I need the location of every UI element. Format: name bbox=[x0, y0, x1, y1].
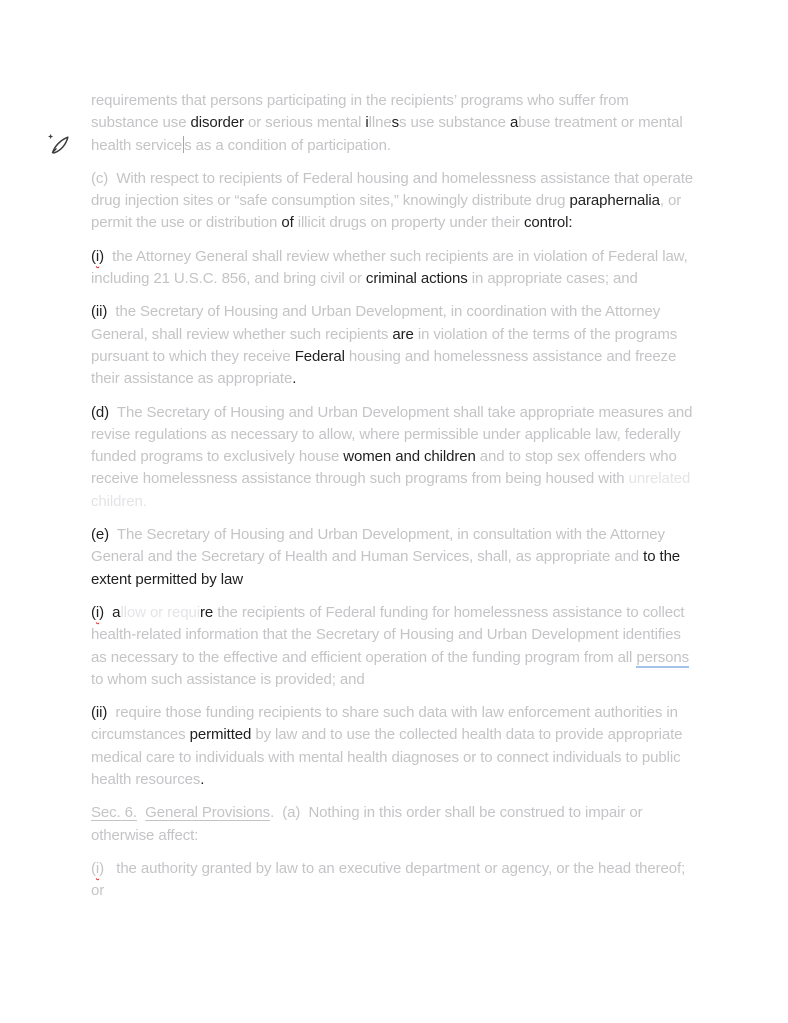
text-run: (ii) bbox=[91, 704, 108, 722]
pen-sparkle-icon bbox=[47, 133, 71, 157]
text-run: ) bbox=[99, 247, 105, 265]
para-e-ii bbox=[91, 702, 698, 791]
text-run: ( bbox=[91, 247, 96, 265]
text-run: requirements that persons participating in the recipients’ programs who suffer from substance use bbox=[91, 92, 633, 132]
text-run: General Provisions bbox=[145, 804, 271, 822]
text-run: ) bbox=[99, 859, 105, 877]
ai-rewrite-pen-button[interactable] bbox=[45, 131, 73, 159]
text-run: The Secretary of Housing and Urban Development shall take appropriate measures and revise regulations as necessary to allow, where permissible under applicable law, federally funded programs to exclusively house bbox=[91, 403, 697, 466]
text-run: persons bbox=[636, 648, 690, 666]
text-run: ) bbox=[99, 603, 105, 621]
text-run: i bbox=[95, 247, 100, 265]
para-sec6 bbox=[91, 802, 698, 847]
text-run: s use substance bbox=[398, 114, 510, 132]
text-run: (d) bbox=[91, 403, 110, 421]
para-c bbox=[91, 168, 698, 235]
text-run: s as a condition of participation. bbox=[184, 136, 391, 154]
text-run: require those funding recipients to share such data with law enforcement authorities in circumstances bbox=[91, 704, 682, 744]
text-run: the recipients of Federal funding for homelessness assistance to collect health-related information that the Secretary of Housing and Urban Development identifies as necessary to the effective and efficient operation of the funding program from all bbox=[91, 603, 689, 666]
text-run: i bbox=[365, 114, 369, 132]
document-body[interactable] bbox=[91, 90, 698, 914]
text-run: to whom such assistance is provided; and bbox=[91, 648, 694, 688]
text-run: women and children bbox=[343, 448, 476, 466]
text-run: , or permit the use or distribution bbox=[91, 192, 686, 232]
text-run: . bbox=[200, 771, 205, 789]
text-run: disorder bbox=[190, 114, 244, 132]
text-run: are bbox=[392, 325, 414, 343]
para-c-i bbox=[91, 246, 698, 291]
text-run: illicit drugs on property under their bbox=[293, 214, 525, 232]
text-run: unrelated children. bbox=[91, 470, 695, 510]
text-run: a bbox=[104, 603, 121, 621]
text-run: llne bbox=[368, 114, 392, 132]
text-run: (e) bbox=[91, 526, 110, 544]
text-run: . bbox=[292, 370, 297, 388]
text-run: permitted bbox=[189, 726, 252, 744]
text-run: . (a) Nothing in this order shall be construed to impair or otherwise affect: bbox=[91, 804, 647, 844]
text-run: llow or requi bbox=[120, 603, 201, 621]
text-run: housing and homelessness assistance and freeze their assistance as appropriate bbox=[91, 347, 681, 388]
para-sec6-i bbox=[91, 858, 698, 903]
para-e-i bbox=[91, 602, 698, 691]
para-c-ii bbox=[91, 301, 698, 390]
text-run: and to stop sex offenders who receive homelessness assistance through such programs from being housed with bbox=[91, 448, 681, 488]
text-run: i bbox=[95, 603, 100, 621]
text-run: paraphernalia bbox=[569, 192, 660, 210]
text-run: control: bbox=[524, 214, 573, 232]
text-run: of bbox=[281, 214, 294, 232]
text-run: a bbox=[509, 114, 519, 132]
text-run: the Secretary of Housing and Urban Development, in coordination with the Attorney General, shall review whether such recipients bbox=[91, 303, 665, 343]
text-run: in violation of the terms of the programs pursuant to which they receive bbox=[91, 325, 682, 365]
para-e bbox=[91, 524, 698, 591]
text-run: Federal bbox=[294, 347, 345, 365]
text-run: Sec. 6. bbox=[91, 804, 137, 822]
para-requirements bbox=[91, 90, 698, 157]
text-run: or serious mental bbox=[243, 114, 366, 132]
para-d bbox=[91, 402, 698, 513]
text-run bbox=[137, 804, 145, 821]
text-run: buse treatment or mental health service bbox=[91, 114, 687, 154]
text-run: ( bbox=[91, 859, 96, 877]
text-run: to the extent permitted by law bbox=[91, 548, 685, 588]
text-run: the Attorney General shall review whether such recipients are in violation of Federal law, including 21 U.S.C. 856, and bring civil or bbox=[91, 247, 692, 288]
text-run: the authority granted by law to an executive department or agency, or the head thereof; or bbox=[91, 859, 690, 900]
text-run: by law and to use the collected health data to provide appropriate medical care to individuals with mental health diagnoses or to connect individuals to public health resources bbox=[91, 726, 687, 789]
text-run: re bbox=[200, 603, 214, 621]
text-run: (ii) bbox=[91, 303, 108, 321]
text-run: (c) With respect to recipients of Federal housing and homelessness assistance that operate drug injection sites or “safe consumption sites,” knowingly distribute drug bbox=[91, 169, 698, 210]
text-run: criminal actions bbox=[365, 270, 468, 288]
text-run: i bbox=[95, 859, 100, 877]
text-run: The Secretary of Housing and Urban Development, in consultation with the Attorney General and the Secretary of Health and Human Services, shall, as appropriate and bbox=[91, 526, 670, 566]
text-run: in appropriate cases; and bbox=[467, 270, 638, 288]
text-run: ( bbox=[91, 603, 96, 621]
text-run: s bbox=[391, 114, 399, 132]
